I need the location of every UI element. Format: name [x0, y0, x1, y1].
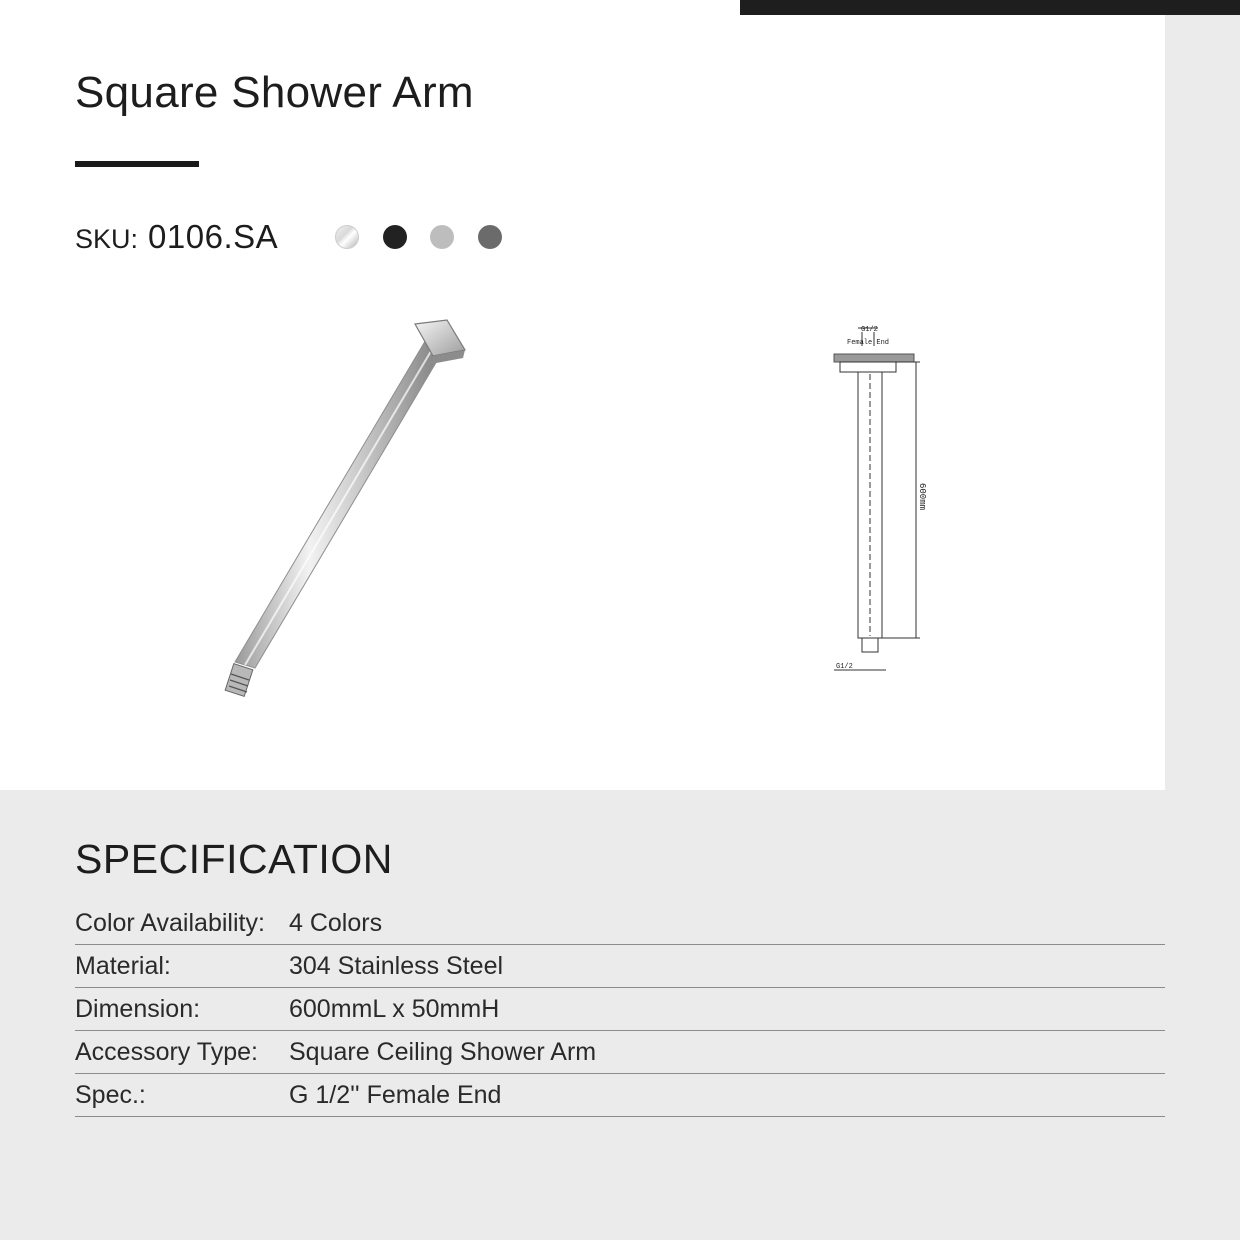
spec-value: 600mmL x 50mmH: [289, 995, 500, 1023]
top-accent-bar: [740, 0, 1240, 15]
spec-label: Color Availability:: [75, 909, 265, 937]
drawing-female-end-label: Female End: [847, 339, 890, 347]
spec-value: 304 Stainless Steel: [289, 952, 504, 980]
spec-value: Square Ceiling Shower Arm: [289, 1038, 597, 1066]
spec-label: Dimension:: [75, 995, 201, 1023]
sku-label: SKU:: [75, 224, 139, 254]
swatch-matte-black[interactable]: [383, 225, 407, 249]
specification-heading: SPECIFICATION: [75, 836, 393, 882]
drawing-top-label: G1/2: [861, 326, 878, 334]
title-underline: [75, 161, 199, 167]
technical-drawing: [820, 318, 950, 678]
shower-arm-body: [225, 320, 465, 696]
specification-table: [75, 902, 1165, 1117]
sku-line: [75, 218, 278, 258]
spec-row-material: [75, 945, 1165, 988]
drawing-bottom-label: G1/2: [836, 663, 853, 671]
spec-row-accessory-type: [75, 1031, 1165, 1074]
spec-row-dimension: [75, 988, 1165, 1031]
spec-value: G 1/2'' Female End: [289, 1081, 502, 1109]
spec-label: Spec.:: [75, 1081, 146, 1109]
sku-value: 0106.SA: [148, 218, 279, 255]
swatch-chrome[interactable]: [335, 225, 359, 249]
swatch-gunmetal[interactable]: [478, 225, 502, 249]
swatch-brushed-nickel[interactable]: [430, 225, 454, 249]
spec-row-spec: [75, 1074, 1165, 1117]
drawing-length-label: 600mm: [917, 483, 927, 511]
threaded-end: [225, 664, 253, 697]
spec-label: Accessory Type:: [75, 1038, 258, 1066]
product-photo: [195, 310, 495, 710]
spec-value: 4 Colors: [289, 909, 383, 937]
spec-row-color: [75, 902, 1165, 945]
page-title: Square Shower Arm: [75, 68, 474, 117]
spec-label: Material:: [75, 952, 171, 980]
